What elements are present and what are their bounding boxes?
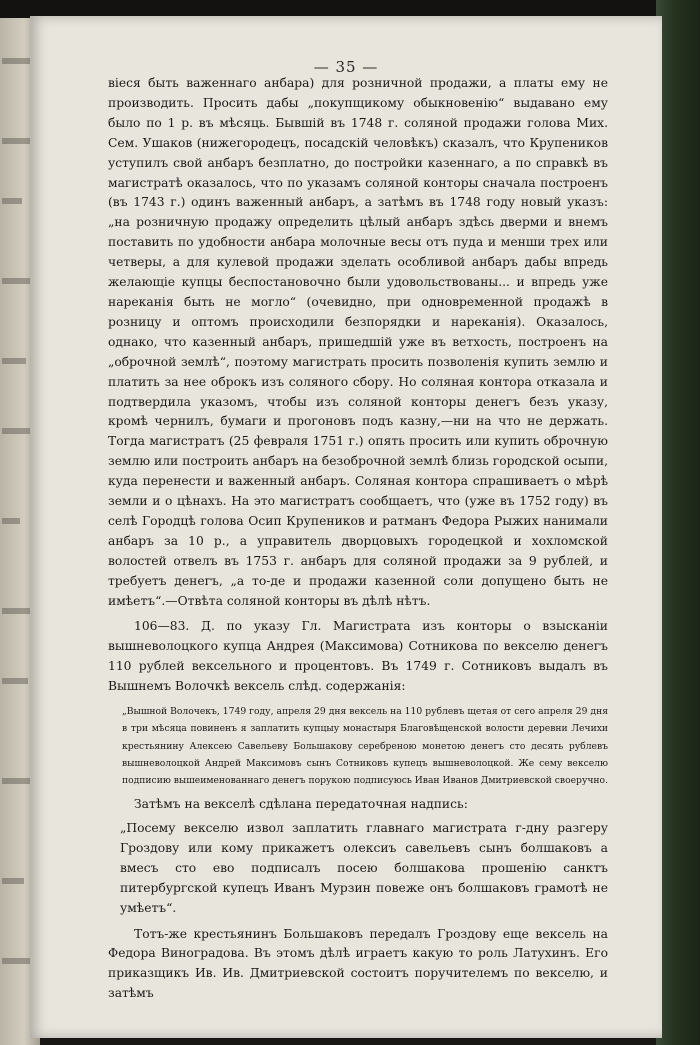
book-cover [656, 0, 700, 1045]
paragraph-3: Затѣмъ на векселѣ сдѣлана передаточная надпись: [134, 797, 468, 812]
promissory-note-quote: „Вышной Волочекъ, 1749 году, апреля 29 дня вексель на 110 рублевъ щетая от сего апреля 29 дня в три мѣсяца повиненъ я заплатить купцыу монастыря Благовѣщенской волости деревни Лечихи крестьянину Алексею Савельеву Большакову серебреною монетою денегъ сто десять рублевъ вышневолоцкой Андрей Максимовъ сынъ Сотниковъ купецъ вышневолоцкой. Же сему векселю подписию вышеименованнаго денегъ порукою подписуюсь Иван Иванов Дмитриевской своеручно. [122, 706, 608, 786]
book-page [30, 16, 662, 1038]
paragraph-2: 106—83. Д. по указу Гл. Магистрата изъ конторы о взысканіи вышневолоцкого купца Андрея (Максимова) Сотникова по векселю денегъ 110 рублей вексельного и процентовъ. Въ 1749 г. Сотниковъ выдалъ въ Вышнемъ Волочкѣ вексель слѣд. содержанія: [108, 619, 608, 694]
page-number: — 35 — [313, 58, 379, 76]
endorsement-quote: „Посему векселю извол заплатить главнаго магистрата г-дну разгеру Гроздову или кому прикажетъ олексиъ савельевъ сынъ болшаковъ а вмесъ сто ево подписалъ посею болшакова прошенію санктъ питербургской купецъ Иванъ Мурзин повеже онъ болшаковъ грамотѣ не умѣетъ“. [120, 821, 608, 915]
paragraph-4: Тотъ-же крестьянинъ Большаковъ передалъ Гроздову еще вексель на Федора Виноградова. Въ этомъ дѣлѣ играетъ какую то роль Латухинъ. Его приказщикъ Ив. Ив. Дмитриевской состоитъ поручителемъ по векселю, и затѣмъ [108, 926, 608, 1001]
paragraph-1: віеся быть важеннаго анбара) для розничной продажи, а платы ему не производить. Просить дабы „покупщикому обыкновенію“ выдавано ему было по 1 р. въ мѣсяць. Бывшій въ 1748 г. соляной продажи голова Мих. Сем. Ушаков (нижегородецъ, посадскій человѣкъ) сказалъ, что Крупеников уступилъ свой анбаръ безплатно, до постройки казеннаго, а по справкѣ въ магистратѣ оказалось, что по указамъ соляной конторы сначала построенъ (въ 1743 г.) одинъ важенный анбаръ, а затѣмъ въ 1748 году новый указъ: „на розничную продажу определить цѣлый анбаръ здѣсь дверми и внемъ поставить по удобности анбара молочные весы отъ пуда и менши трех или четверы, а для кулевой продажи зделать особливой анбаръ дабы впредь желающіе купцы беспостановочно были удовольствованы... и впредь уже нареканія быть не могло“ (очевидно, при одновременной продажѣ в розницу и оптомъ происходили безпорядки и нареканія). Оказалось, однако, что казенный анбаръ, пришедшій уже въ ветхость, построенъ на „оброчной землѣ“, поэтому магистрать просить позволенія купить землю и платить за нее оброкъ изъ соляного сбору. Но соляная контора отказала и подтвердила указомъ, чтобы изъ соляной конторы денегъ безъ указу, кромѣ чернилъ, бумаги и прогоновъ подъ казну,—ни на что не держать. Тогда магистратъ (25 февраля 1751 г.) опять просить или купить оброчную землю или построить анбаръ на безоброчной землѣ близь городской осыпи, куда перенести и важенный анбаръ. Соляная контора спрашиваетъ о мѣрѣ земли и о цѣнахъ. На это магистратъ сообщаетъ, что (уже въ 1752 году) въ селѣ Городцѣ голова Осип Крупеников и ратманъ Федора Рыжих нанимали анбаръ за 10 р., а управитель дворцовыхъ городецкой и хохломской волостей отвелъ въ 1753 г. анбаръ для соляной продажи за 9 рублей, и требуетъ денегъ, „а то-де и продажи казенной соли допущено быть не имѣетъ“.—Отвѣта соляной конторы въ дѣлѣ нѣтъ. [108, 76, 608, 608]
page-text [108, 74, 608, 1004]
